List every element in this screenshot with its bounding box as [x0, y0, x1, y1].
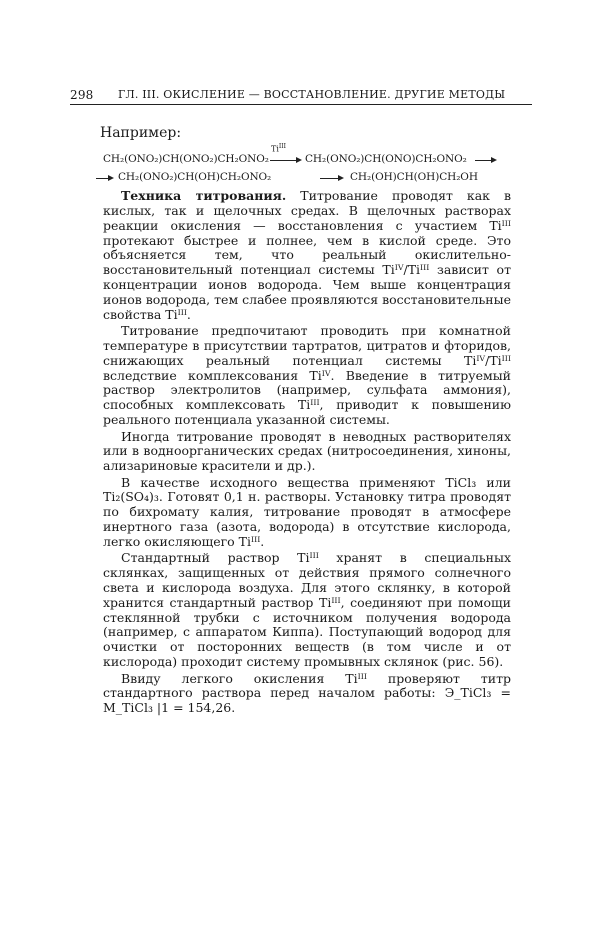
paragraph: Иногда титрование проводят в неводных растворителях или в водноорганических средах (нитросоединения, хиноны, ализариновые красители и др.).: [103, 428, 511, 474]
running-head: ГЛ. III. ОКИСЛЕНИЕ — ВОССТАНОВЛЕНИЕ. ДРУГИЕ МЕТОДЫ: [118, 88, 506, 101]
paragraph: Титрование предпочитают проводить при комнатной температуре в присутствии тартратов, цитратов и фторидов, снижающих реальный потенциал системы Tiᴵⱽ/Tiᴵᴵᴵ вследствие комплексования Tiᴵⱽ. Введение в титруемый раствор электролитов (например, сульфата аммония), способных комплексовать Tiᴵᴵᴵ, приводит к повышению реального потенциала указанной системы.: [103, 323, 511, 428]
formula-intermediate-1: CH₂(ONO₂)CH(ONO)CH₂ONO₂: [305, 153, 467, 165]
reaction-arrow-3: [96, 178, 112, 179]
paragraph-titration-technique: [103, 189, 511, 323]
reaction-catalyst: [271, 143, 286, 154]
paragraph-text: Титрование проводят как в кислых, так и щелочных средах. В щелочных растворах реакции окисления — восстановления с участием Tiᴵᴵᴵ протекают быстрее и полнее, чем в кислой среде. Это объясняется тем, что реальный окислительно-восстановительный потенциал системы Tiᴵⱽ/Tiᴵᴵᴵ зависит от концентрации ионов водорода. Чем выше концентрация ионов водорода, тем слабее проявляются восстановительные свойства Tiᴵᴵᴵ.: [103, 188, 511, 322]
reaction-arrow-2: [475, 160, 495, 161]
catalyst-symbol: Ti: [271, 144, 279, 154]
reaction-arrow-4: [320, 178, 342, 179]
example-label: Например:: [100, 125, 182, 141]
paragraph: В качестве исходного вещества применяют TiCl₃ или Ti₂(SO₄)₃. Готовят 0,1 н. растворы. Установку титра проводят по бихромату калия, титрование проводят в атмосфере инертного газа (азота, водорода) в отсутствие кислорода, легко окисляющего Tiᴵᴵᴵ.: [103, 474, 511, 549]
body-text: [103, 189, 511, 718]
paragraph-lead: Техника титрования.: [121, 188, 287, 203]
reaction-arrow-1: [270, 160, 300, 161]
header-rule: [70, 104, 532, 105]
page-header: [70, 88, 532, 104]
catalyst-oxidation-state: III: [278, 143, 287, 150]
formula-intermediate-2: CH₂(ONO₂)CH(OH)CH₂ONO₂: [118, 171, 272, 183]
paragraph: Ввиду легкого окисления Tiᴵᴵᴵ проверяют титр стандартного раствора перед началом работы: Э_TiCl₃ = M_TiCl₃ |1 = 154,26.: [103, 670, 511, 716]
formula-reactant: CH₂(ONO₂)CH(ONO₂)CH₂ONO₂: [103, 153, 269, 165]
paragraph: Стандартный раствор Tiᴵᴵᴵ хранят в специальных склянках, защищенных от действия прямого солнечного света и кислорода воздуха. Для этого склянку, в которой хранится стандартный раствор Tiᴵᴵᴵ, соединяют при помощи стеклянной трубки с источником получения водорода (например, с аппаратом Киппа). Поступающий водород для очистки от посторонних веществ (в том числе и от кислорода) проходит систему промывных склянок (рис. 56).: [103, 550, 511, 670]
page-number: 298: [70, 88, 94, 102]
formula-product: CH₂(OH)CH(OH)CH₂OH: [350, 171, 478, 183]
